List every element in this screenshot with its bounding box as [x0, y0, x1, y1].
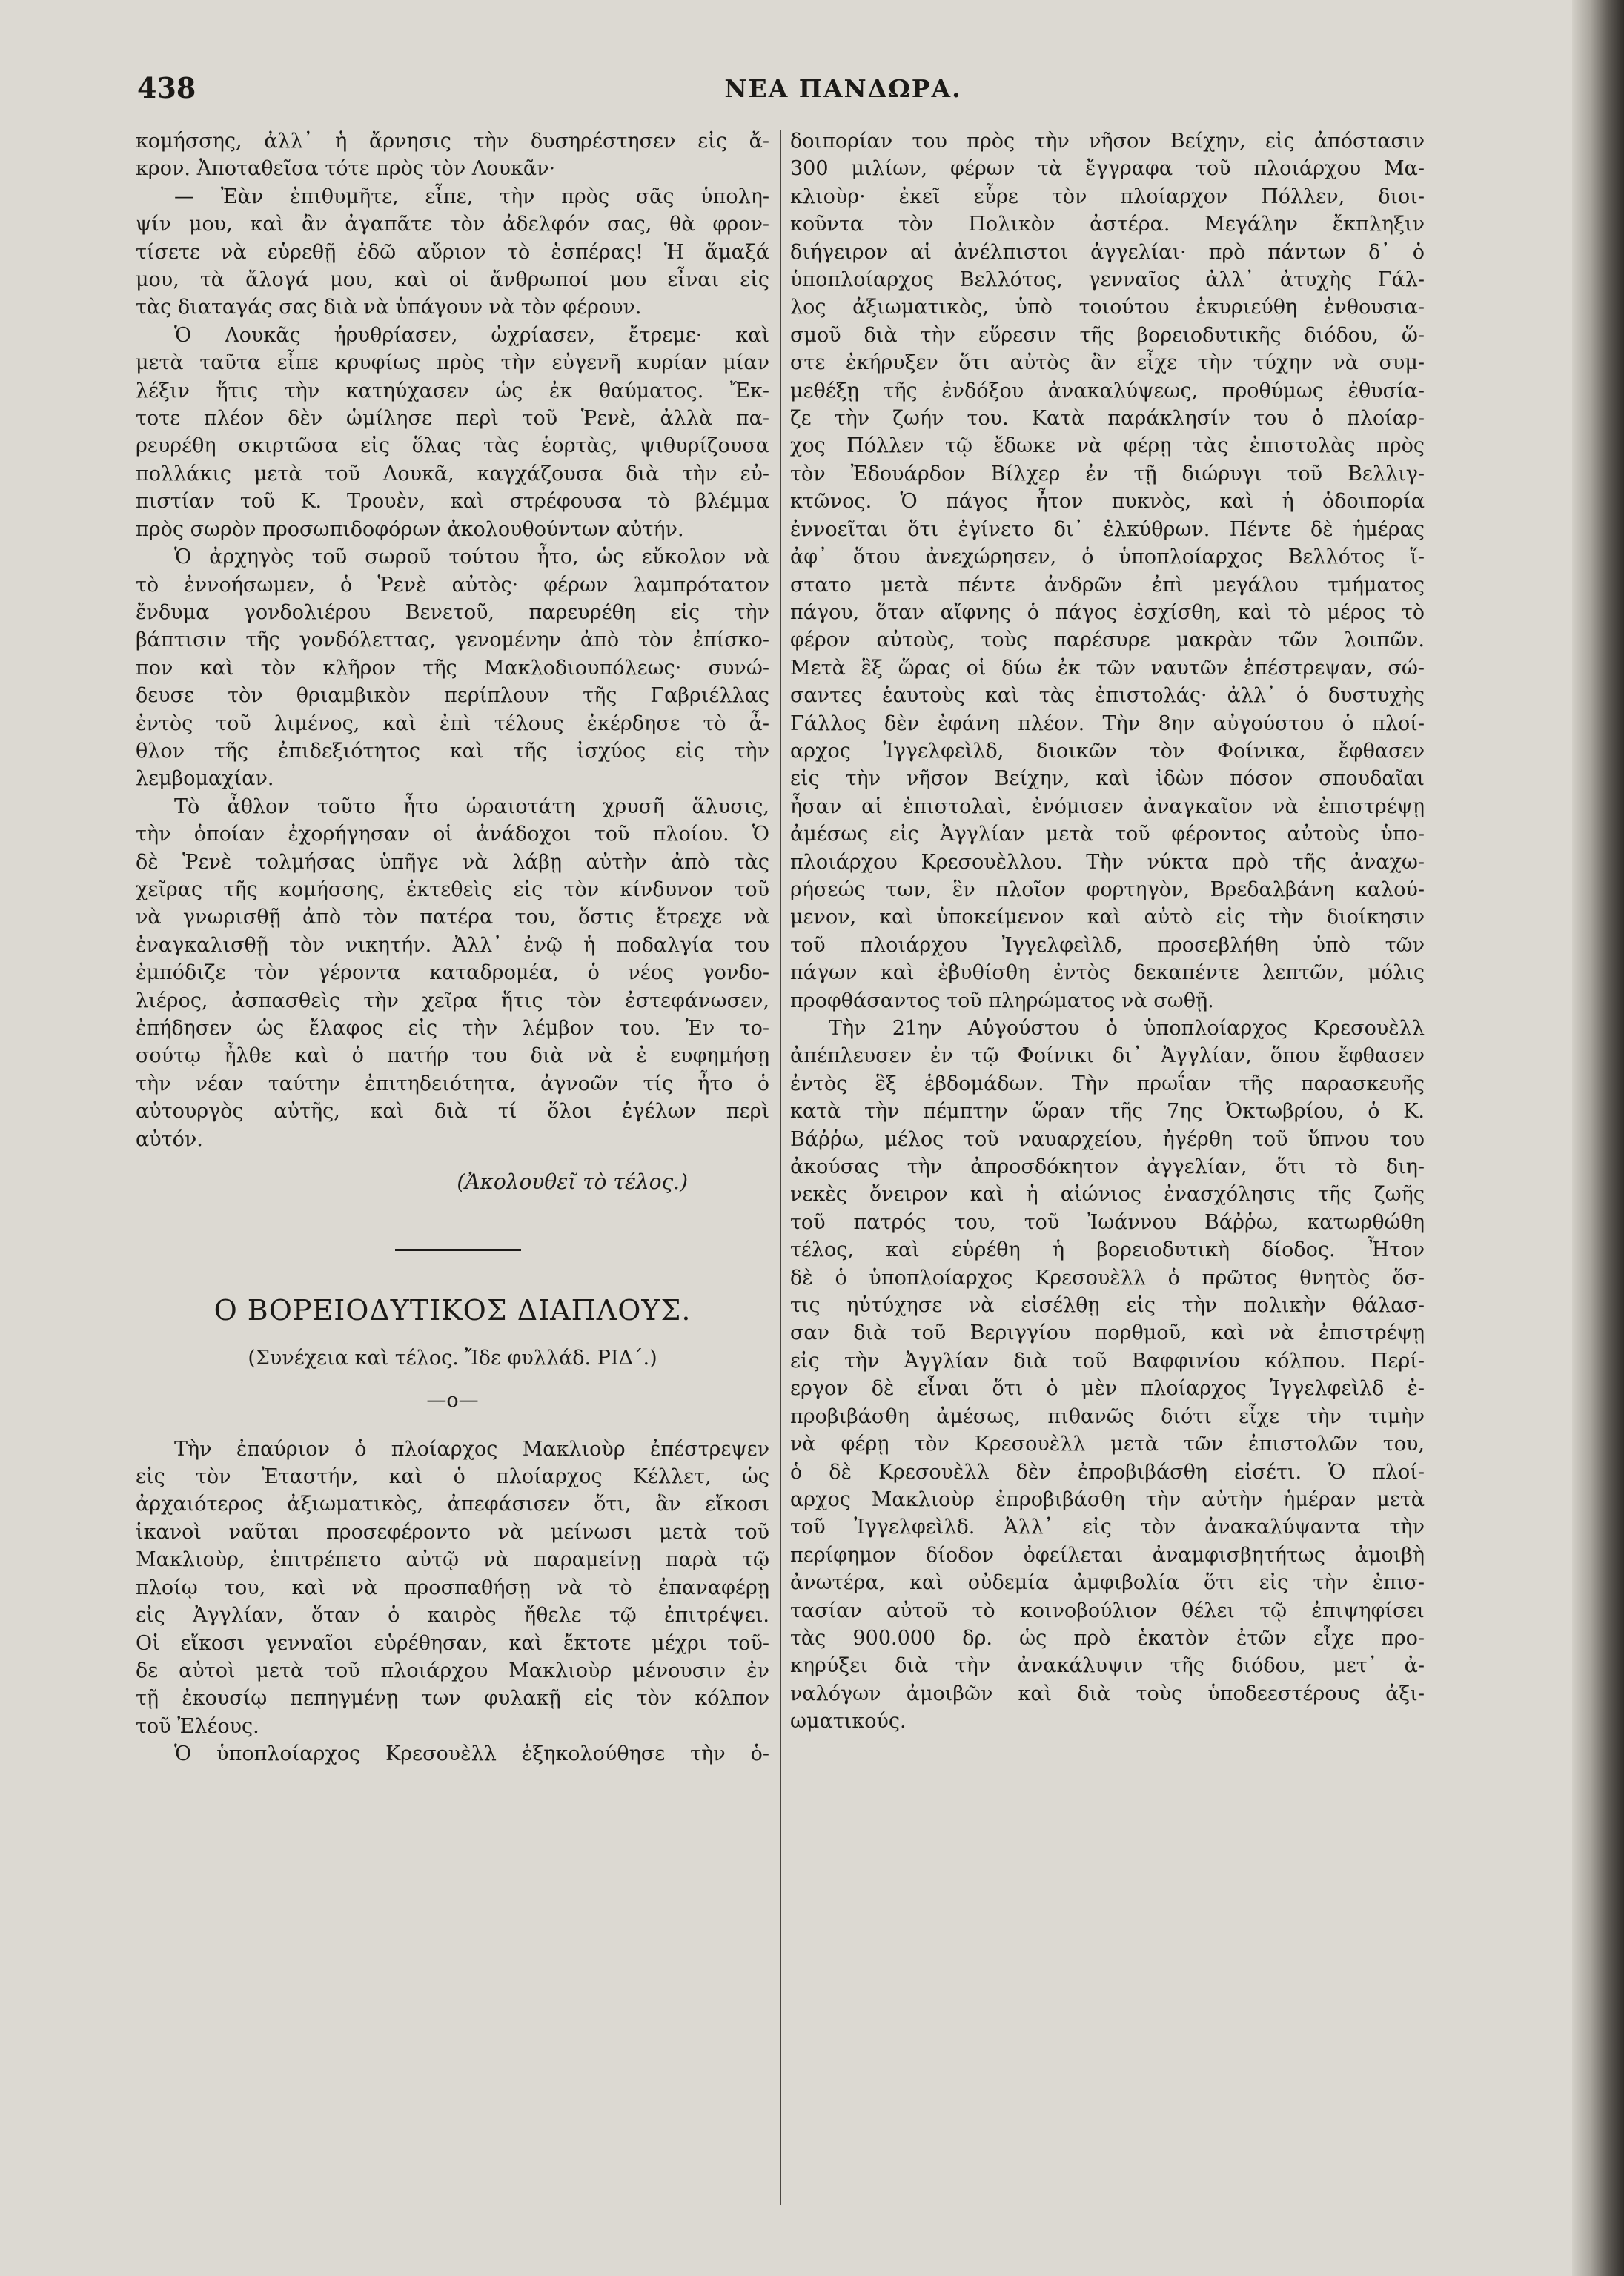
- paragraph: [790, 1015, 1425, 1736]
- text-line: ναλόγων ἀμοιβῶν καὶ διὰ τοὺς ὑποδεεστέρους ἀξι-: [790, 1682, 1425, 1705]
- text-line: Ὁ Λουκᾶς ἠρυθρίασεν, ὠχρίασεν, ἔτρεμε· καὶ: [174, 323, 769, 347]
- text-line: χος Πόλλεν τῷ ἔδωκε νὰ φέρῃ τὰς ἐπιστολὰς πρὸς: [790, 434, 1425, 458]
- text-line: Γάλλος δὲν ἐφάνη πλέον. Τὴν 8ην αὐγούστου ὁ πλοί-: [790, 711, 1425, 735]
- text-line: θλον τῆς ἐπιδεξιότητος καὶ τῆς ἰσχύος εἰς τὴν: [136, 739, 769, 763]
- text-line: πλοιάρχου Κρεσουὲλλου. Τὴν νύκτα πρὸ τῆς ἀναχω-: [790, 850, 1425, 874]
- text-line: σούτῳ ἦλθε καὶ ὁ πατήρ του διὰ νὰ ἐ ευφημήσῃ: [136, 1044, 769, 1068]
- text-line: ἔνδυμα γονδολιέρου Βενετοῦ, παρευρέθη εἰς τὴν: [136, 600, 769, 624]
- text-line: πιστίαν τοῦ Κ. Τρουὲν, καὶ στρέφουσα τὸ βλέμμα: [136, 490, 769, 514]
- text-line: — Ἐὰν ἐπιθυμῆτε, εἶπε, τὴν πρὸς σᾶς ὑπολη-: [174, 185, 769, 208]
- article-title: Ο ΒΟΡΕΙΟΔΥΤΙΚΟΣ ΔΙΑΠΛΟΥΣ.: [213, 1294, 692, 1327]
- text-line: τοτε πλέον δὲν ὡμίλησε περὶ τοῦ Ῥενὲ, ἀλλὰ πα-: [136, 407, 769, 431]
- text-line: τις ηὐτύχησε νὰ εἰσέλθῃ εἰς τὴν πολικὴν θάλασ-: [790, 1294, 1425, 1318]
- article-subtitle: (Συνέχεια καὶ τέλος. Ἴδε φυλλάδ. ΡΙΔ΄.): [248, 1346, 657, 1370]
- section-divider: [395, 1249, 521, 1251]
- text-line: ἐννοεῖται ὅτι ἐγίνετο δι᾽ ἑλκύθρων. Πέντε δὲ ἡμέρας: [790, 517, 1425, 541]
- text-line: μενον, καὶ ὑποκείμενον καὶ αὐτὸ εἰς τὴν διοίκησιν: [790, 906, 1425, 929]
- text-line: κηρύξει διὰ τὴν ἀνακάλυψιν τῆς διόδου, μετ᾽ ἀ-: [790, 1654, 1425, 1678]
- left-column: [136, 127, 769, 1768]
- text-line: Τὴν 21ην Αὐγούστου ὁ ὑποπλοίαρχος Κρεσουὲλλ: [829, 1017, 1425, 1040]
- text-line: Ὁ ἀρχηγὸς τοῦ σωροῦ τούτου ἦτο, ὡς εὔκολον νὰ: [174, 545, 769, 569]
- text-line: προφθάσαντος τοῦ πληρώματος νὰ σωθῇ.: [790, 989, 1214, 1012]
- continued-note: (Ἀκολουθεῖ τὸ τέλος.): [457, 1169, 688, 1195]
- text-line: βάπτισιν τῆς γονδόλεττας, γενομένην ἀπὸ τὸν ἐπίσκο-: [136, 628, 769, 652]
- text-line: τὴν ὁποίαν ἐχορήγησαν οἱ ἀνάδοχοι τοῦ πλοίου. Ὁ: [136, 823, 769, 846]
- text-line: στατο μετὰ πέντε ἀνδρῶν ἐπὶ μεγάλου τμήματος: [790, 573, 1425, 597]
- text-line: τασίαν αὐτοῦ τὸ κοινοβούλιον θέλει τῷ ἐπιψηφίσει: [790, 1599, 1425, 1622]
- text-line: ὑποπλοίαρχος Βελλότος, γενναῖος ἀλλ᾽ ἀτυχὴς Γάλ-: [790, 268, 1425, 292]
- text-line: ὁ δὲ Κρεσουὲλλ δὲν ἐπροβιβάσθη εἰσέτι. Ὁ πλοί-: [790, 1460, 1425, 1484]
- column-divider: [780, 130, 781, 2205]
- text-line: κοῦντα τὸν Πολικὸν ἀστέρα. Μεγάλην ἔκπληξιν: [790, 213, 1425, 236]
- text-line: ἀπέπλευσεν ἐν τῷ Φοίνικι δι᾽ Ἀγγλίαν, ὅπου ἔφθασεν: [790, 1044, 1425, 1068]
- text-line: σαντες ἑαυτοὺς καὶ τὰς ἐπιστολάς· ἀλλ᾽ ὁ δυστυχὴς: [790, 684, 1425, 708]
- text-line: μου, τὰ ἄλογά μου, καὶ οἱ ἄνθρωποί μου εἶναι εἰς: [136, 268, 769, 292]
- text-line: προβιβάσθη ἀμέσως, πιθανῶς διότι εἶχε τὴν τιμὴν: [790, 1404, 1425, 1428]
- text-line: μετὰ ταῦτα εἶπε κρυφίως πρὸς τὴν εὐγενῆ κυρίαν μίαν: [136, 351, 769, 375]
- paragraph: [136, 127, 769, 183]
- paragraph: [790, 127, 1425, 1015]
- text-line: εἰς τὴν νῆσον Βείχην, καὶ ἰδὼν πόσον σπουδαῖαι: [790, 767, 1425, 791]
- text-line: δὲ Ῥενὲ τολμήσας ὑπῆγε νὰ λάβῃ αὐτὴν ἀπὸ τὰς: [136, 850, 769, 874]
- right-column: [790, 127, 1425, 1736]
- text-line: πάγου, ὅταν αἴφνης ὁ πάγος ἐσχίσθη, καὶ τὸ μέρος τὸ: [790, 600, 1425, 624]
- text-line: Τὸ ἆθλον τοῦτο ἦτο ὡραιοτάτη χρυσῆ ἅλυσις,: [174, 794, 769, 818]
- text-line: σμοῦ διὰ τὴν εὕρεσιν τῆς βορειοδυτικῆς διόδου, ὥ-: [790, 323, 1425, 347]
- binding-shadow: [1572, 0, 1624, 2276]
- text-line: Μετὰ ἓξ ὥρας οἱ δύω ἐκ τῶν ναυτῶν ἐπέστρεψαν, σώ-: [790, 656, 1425, 680]
- paragraph: [136, 1436, 769, 1740]
- text-line: στε ἐκήρυξεν ὅτι αὐτὸς ἂν εἶχε τὴν τύχην νὰ συμ-: [790, 351, 1425, 375]
- text-line: πρὸς σωρὸν προσωπιδοφόρων ἀκολουθούντων αὐτήν.: [136, 517, 684, 541]
- text-line: τὸν Ἐδουάρδον Βίλχερ ἐν τῇ διώρυγι τοῦ Βελλιγ-: [790, 462, 1425, 485]
- text-line: ἦσαν αἱ ἐπιστολαὶ, ἐνόμισεν ἀναγκαῖον νὰ ἐπιστρέψῃ: [790, 794, 1425, 818]
- text-line: κατὰ τὴν πέμπτην ὥραν τῆς 7ης Ὀκτωβρίου, ὁ Κ.: [790, 1100, 1425, 1124]
- text-line: τοῦ πλοιάρχου Ἰγγελφεὶλδ, προσεβλήθη ὑπὸ τῶν: [790, 933, 1425, 957]
- text-line: Ὁ ὑποπλοίαρχος Κρεσουὲλλ ἐξηκολούθησε τὴν ὁ-: [174, 1742, 769, 1766]
- text-line: δε αὐτοὶ μετὰ τοῦ πλοιάρχου Μακλιοὺρ μένουσιν ἐν: [136, 1659, 769, 1682]
- text-line: ζε τὴν ζωήν του. Κατὰ παράκλησίν του ὁ πλοίαρ-: [790, 407, 1425, 431]
- text-line: ἀνωτέρα, καὶ οὐδεμία ἀμφιβολία ὅτι εἰς τὴν ἐπισ-: [790, 1571, 1425, 1595]
- text-line: κομήσσης, ἀλλ᾽ ἡ ἄρνησις τὴν δυσηρέστησεν εἰς ἄ-: [136, 130, 769, 153]
- text-line: λεμβομαχίαν.: [136, 767, 274, 791]
- text-line: δοιπορίαν του πρὸς τὴν νῆσον Βείχην, εἰς ἀπόστασιν: [790, 130, 1425, 153]
- text-line: τίσετε νὰ εὑρεθῇ ἐδῶ αὔριον τὸ ἑσπέρας! Ἡ ἅμαξά: [136, 240, 769, 264]
- text-line: περίφημον δίοδον ὀφείλεται ἀναμφισβητήτως ἀμοιβὴ: [790, 1543, 1425, 1567]
- text-line: χεῖρας τῆς κομήσσης, ἐκτεθεὶς εἰς τὸν κίνδυνον τοῦ: [136, 877, 769, 901]
- text-line: πολλάκις μετὰ τοῦ Λουκᾶ, καγχάζουσα διὰ τὴν εὐ-: [136, 462, 769, 485]
- text-line: λος ἀξιωματικὸς, ὑπὸ τοιούτου ἐκυριεύθη ἐνθουσια-: [790, 296, 1425, 319]
- text-line: μεθέξῃ τῆς ἐνδόξου ἀνακαλύψεως, προθύμως ἐθυσία-: [790, 379, 1425, 402]
- text-line: ἐμπόδιζε τὸν γέροντα καταδρομέα, ὁ νέος γονδο-: [136, 961, 769, 985]
- text-line: αρχος Ἰγγελφεὶλδ, διοικῶν τὸν Φοίνικα, ἔφθασεν: [790, 739, 1425, 763]
- text-line: ἀμέσως εἰς Ἀγγλίαν μετὰ τοῦ φέροντος αὐτοὺς ὑπο-: [790, 823, 1425, 846]
- text-line: διήγειρον αἱ ἀνέλπιστοι ἀγγελίαι· πρὸ πάντων δ᾽ ὁ: [790, 240, 1425, 264]
- text-line: ἐντὸς τοῦ λιμένος, καὶ ἐπὶ τέλους ἐκέρδησε τὸ ἆ-: [136, 711, 769, 735]
- text-line: πλοίῳ του, καὶ νὰ προσπαθήσῃ νὰ τὸ ἐπαναφέρῃ: [136, 1576, 769, 1599]
- text-line: νεκὲς ὄνειρον καὶ ἡ αἰώνιος ἐνασχόλησις τῆς ζωῆς: [790, 1183, 1425, 1207]
- text-line: λιέρος, ἀσπασθεὶς τὴν χεῖρα ἥτις τὸν ἐστεφάνωσεν,: [136, 989, 769, 1012]
- text-line: εργον δὲ εἶναι ὅτι ὁ μὲν πλοίαρχος Ἰγγελφεὶλδ ἐ-: [790, 1377, 1425, 1401]
- article-ornament: —ο—: [426, 1389, 479, 1413]
- text-line: Μακλιοὺρ, ἐπιτρέπετο αὐτῷ νὰ παραμείνῃ παρὰ τῷ: [136, 1548, 769, 1572]
- text-line: κλιοὺρ· ἐκεῖ εὗρε τὸν πλοίαρχον Πόλλεν, διοι-: [790, 185, 1425, 208]
- text-line: ἀρχαιότερος ἀξιωματικὸς, ἀπεφάσισεν ὅτι, ἂν εἴκοσι: [136, 1493, 769, 1516]
- text-line: τὰς διαταγάς σας διὰ νὰ ὑπάγουν νὰ τὸν φέρουν.: [136, 296, 642, 319]
- text-line: τοῦ Ἐλέους.: [136, 1714, 259, 1738]
- text-line: εἰς Ἀγγλίαν, ὅταν ὁ καιρὸς ἤθελε τῷ ἐπιτρέψει.: [136, 1604, 769, 1628]
- text-line: τὸ ἐννοήσωμεν, ὁ Ῥενὲ αὐτὸς· φέρων λαμπρότατον: [136, 573, 769, 597]
- text-line: τὰς 900.000 δρ. ὡς πρὸ ἑκατὸν ἐτῶν εἶχε προ-: [790, 1626, 1425, 1650]
- text-line: σαν διὰ τοῦ Βεριγγίου πορθμοῦ, καὶ νὰ ἐπιστρέψῃ: [790, 1321, 1425, 1345]
- text-line: κρον. Ἀποταθεῖσα τότε πρὸς τὸν Λουκᾶν·: [136, 157, 556, 181]
- text-line: ἐντὸς ἓξ ἑβδομάδων. Τὴν πρωΐαν τῆς παρασκευῆς: [790, 1072, 1425, 1095]
- paragraph: [136, 793, 769, 1153]
- text-line: νὰ γνωρισθῇ ἀπὸ τὸν πατέρα του, ὅστις ἔτρεχε νὰ: [136, 906, 769, 929]
- text-line: 300 μιλίων, φέρων τὰ ἔγγραφα τοῦ πλοιάρχου Μα-: [790, 157, 1425, 181]
- text-line: λέξιν ἥτις τὴν κατηύχασεν ὡς ἐκ θαύματος. Ἔκ-: [136, 379, 769, 402]
- text-line: ψίν μου, καὶ ἂν ἀγαπᾶτε τὸν ἀδελφόν σας, θὰ φρον-: [136, 213, 769, 236]
- text-line: ἀφ᾽ ὅτου ἀνεχώρησεν, ὁ ὑποπλοίαρχος Βελλότος ἵ-: [790, 545, 1425, 569]
- text-line: Τὴν ἐπαύριον ὁ πλοίαρχος Μακλιοὺρ ἐπέστρεψεν: [174, 1437, 769, 1461]
- text-line: κτῶνος. Ὁ πάγος ἦτον πυκνὸς, καὶ ἡ ὁδοιπορία: [790, 490, 1425, 514]
- text-line: πον καὶ τὸν κλῆρον τῆς Μακλοδιουπόλεως· συνώ-: [136, 656, 769, 680]
- paragraph: [136, 183, 769, 322]
- text-line: ἀκούσας τὴν ἀπροσδόκητον ἀγγελίαν, ὅτι τὸ διη-: [790, 1155, 1425, 1179]
- text-line: αρχος Μακλιοὺρ ἐπροβιβάσθη τὴν αὐτὴν ἡμέραν μετὰ: [790, 1487, 1425, 1511]
- text-line: ἐπήδησεν ὡς ἔλαφος εἰς τὴν λέμβον του. Ἐν το-: [136, 1017, 769, 1040]
- text-line: τοῦ Ἰγγελφεὶλδ. Ἀλλ᾽ εἰς τὸν ἀνακαλύψαντα τὴν: [790, 1516, 1425, 1539]
- paragraph: [136, 1740, 769, 1768]
- text-line: ωματικούς.: [790, 1710, 907, 1733]
- text-line: ἐναγκαλισθῇ τὸν νικητήν. Ἀλλ᾽ ἐνῷ ἡ ποδαλγία του: [136, 933, 769, 957]
- text-line: τῇ ἐκουσίῳ πεπηγμένῃ των φυλακῇ εἰς τὸν κόλπον: [136, 1687, 769, 1711]
- text-line: εἰς τὸν Ἐταστήν, καὶ ὁ πλοίαρχος Κέλλετ, ὡς: [136, 1465, 769, 1489]
- text-line: εἰς τὴν Ἀγγλίαν διὰ τοῦ Βαφφινίου κόλπου. Περί-: [790, 1349, 1425, 1373]
- text-line: τοῦ πατρός του, τοῦ Ἰωάννου Βάῤῥω, κατωρθώθη: [790, 1210, 1425, 1234]
- paragraph: [136, 322, 769, 543]
- text-line: ρήσεώς των, ἓν πλοῖον φορτηγὸν, Βρεδαλβάνη καλού-: [790, 877, 1425, 901]
- running-title: ΝΕΑ ΠΑΝΔΩΡΑ.: [724, 74, 962, 103]
- page-header: [137, 71, 1549, 116]
- text-line: ρευρέθη σκιρτῶσα εἰς ὅλας τὰς ἑορτὰς, ψιθυρίζουσα: [136, 434, 769, 458]
- text-line: νὰ φέρῃ τὸν Κρεσουὲλλ μετὰ τῶν ἐπιστολῶν του,: [790, 1433, 1425, 1456]
- text-line: αὐτόν.: [136, 1127, 203, 1151]
- text-line: Οἱ εἴκοσι γενναῖοι εὑρέθησαν, καὶ ἔκτοτε μέχρι τοῦ-: [136, 1631, 769, 1655]
- text-line: δευσε τὸν θριαμβικὸν περίπλουν τῆς Γαβριέλλας: [136, 684, 769, 708]
- text-line: αὐτουργὸς αὐτῆς, καὶ διὰ τί ὅλοι ἐγέλων περὶ: [136, 1100, 769, 1124]
- text-line: δὲ ὁ ὑποπλοίαρχος Κρεσουὲλλ ὁ πρῶτος θνητὸς ὅσ-: [790, 1266, 1425, 1290]
- paragraph: [136, 543, 769, 793]
- text-line: τέλος, καὶ εὑρέθη ἡ βορειοδυτικὴ δίοδος. Ἦτον: [790, 1238, 1425, 1262]
- text-line: πάγων καὶ ἐβυθίσθη ἐντὸς δεκαπέντε λεπτῶν, μόλις: [790, 961, 1425, 985]
- text-line: Βάῤῥω, μέλος τοῦ ναυαρχείου, ἠγέρθη τοῦ ὕπνου του: [790, 1127, 1425, 1151]
- text-line: ἱκανοὶ ναῦται προσεφέροντο νὰ μείνωσι μετὰ τοῦ: [136, 1520, 769, 1544]
- page-number: 438: [137, 71, 196, 104]
- text-line: φέρον αὐτοὺς, τοὺς παρέσυρε μακρὰν τῶν λοιπῶν.: [790, 628, 1425, 652]
- text-line: τὴν νέαν ταύτην ἐπιτηδειότητα, ἀγνοῶν τίς ἦτο ὁ: [136, 1072, 769, 1095]
